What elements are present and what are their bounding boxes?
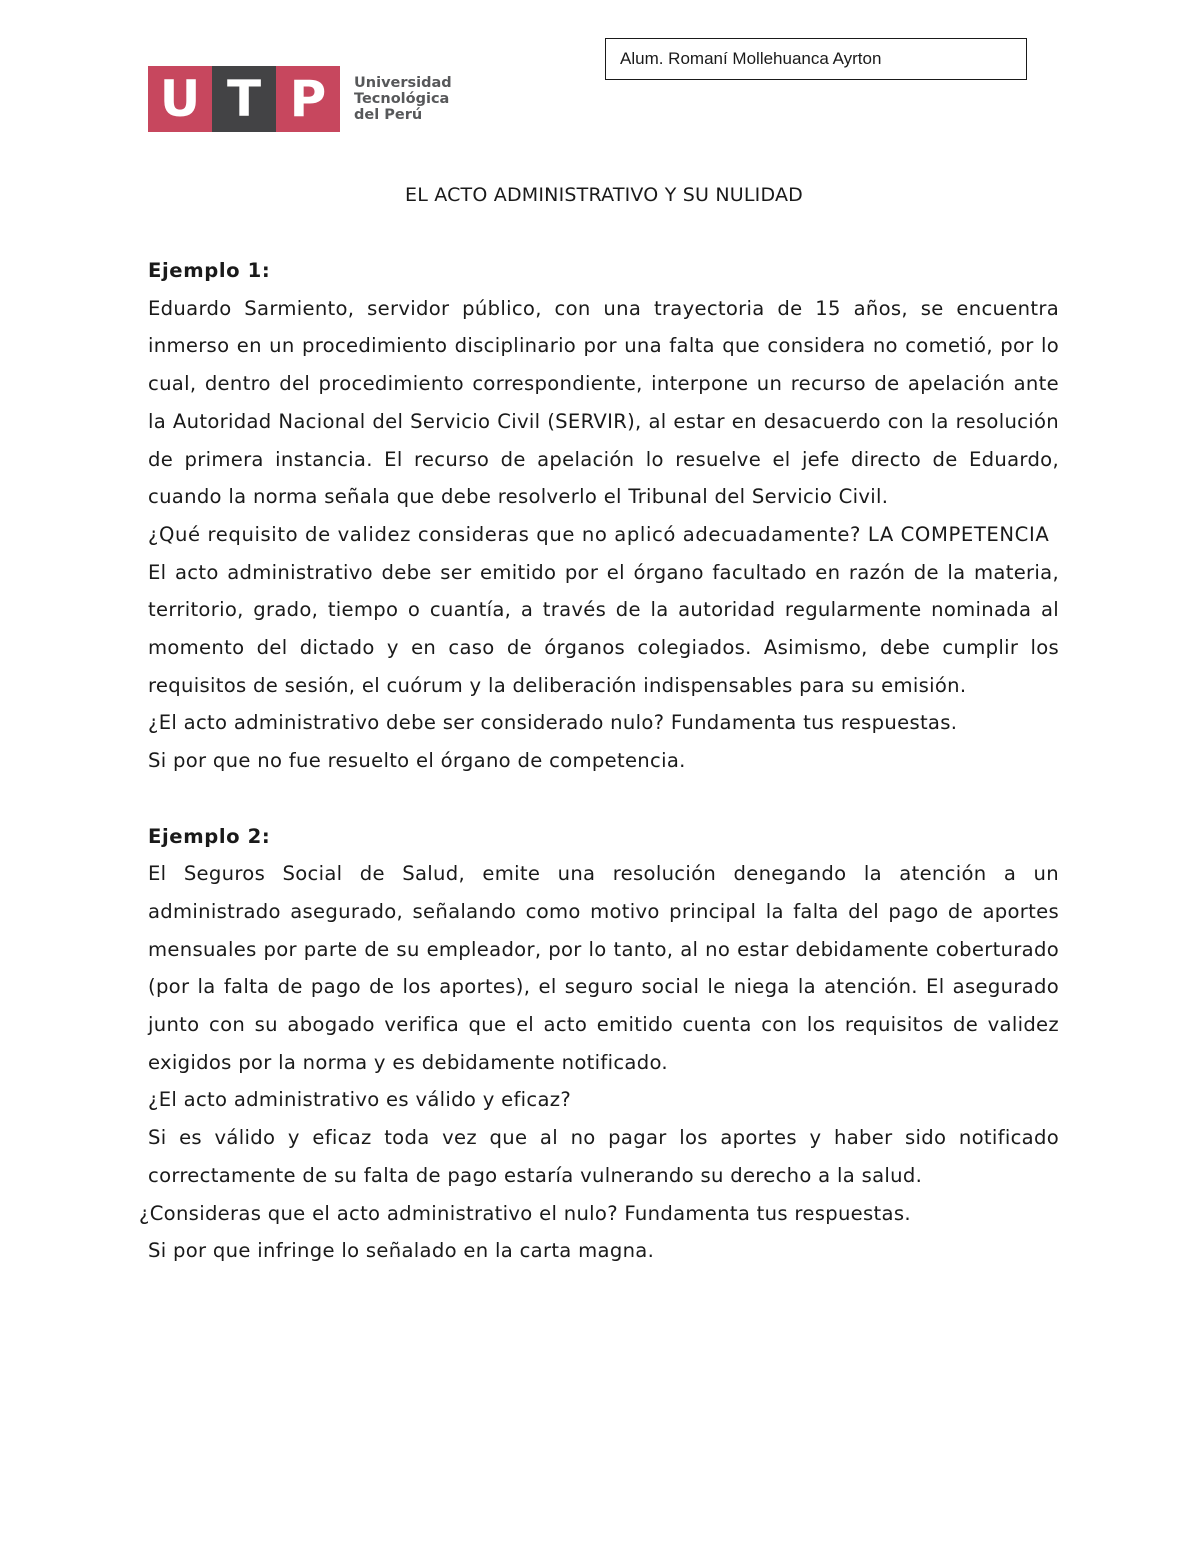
utp-logo	[148, 66, 452, 132]
example-2-heading: Ejemplo 2:	[148, 824, 271, 848]
example-1-case: Eduardo Sarmiento, servidor público, con una trayectoria de 15 años, se encuentra inmerso en un procedimiento disciplinario por una falta que considera no cometió, por lo cual, dentro del procedimiento correspondiente, interpone un recurso de apelación ante la Autoridad Nacional del Servicio Civil (SERVIR), al estar en desacuerdo con la resolución de primera instancia. El recurso de apelación lo resuelve el jefe directo de Eduardo, cuando la norma señala que debe resolverlo el Tribunal del Servicio Civil.	[148, 296, 1059, 509]
logo-letter-p: P	[276, 66, 340, 132]
example-2-question-2: ¿Consideras que el acto administrativo el nulo? Fundamenta tus respuestas.	[139, 1201, 911, 1225]
example-1-heading: Ejemplo 1:	[148, 259, 271, 282]
example-2-answer-1: Si es válido y eficaz toda vez que al no pagar los aportes y haber sido notificado correctamente de su falta de pago estaría vulnerando su derecho a la salud.	[148, 1126, 1059, 1187]
example-1-question-2: ¿El acto administrativo debe ser considerado nulo? Fundamenta tus respuestas.	[148, 711, 958, 735]
example-1-answer-1: El acto administrativo debe ser emitido por el órgano facultado en razón de la materia, territorio, grado, tiempo o cuantía, a través de la autoridad regularmente nominada al momento del dictado y en caso de órganos colegiados. Asimismo, debe cumplir los requisitos de sesión, el cuórum y la deliberación indispensables para su emisión.	[148, 560, 1059, 697]
student-name: Alum. Romaní Mollehuanca Ayrton	[620, 49, 882, 68]
example-1-question-1: ¿Qué requisito de validez consideras que no aplicó adecuadamente? LA COMPETENCIA	[148, 522, 1050, 546]
logo-line-3: del Perú	[354, 107, 423, 123]
document-body	[139, 252, 1059, 1270]
logo-letter-t: T	[212, 66, 276, 132]
example-2-case: El Seguros Social de Salud, emite una resolución denegando la atención a un administrado asegurado, señalando como motivo principal la falta del pago de aportes mensuales por parte de su empleador, por lo tanto, al no estar debidamente coberturado (por la falta de pago de los aportes), el seguro social le niega la atención. El asegurado junto con su abogado verifica que el acto emitido cuenta con los requisitos de validez exigidos por la norma y es debidamente notificado.	[148, 862, 1059, 1074]
logo-line-1: Universidad	[354, 75, 452, 91]
example-2-answer-2: Si por que infringe lo señalado en la carta magna.	[148, 1239, 655, 1263]
logo-letter-u: U	[148, 66, 212, 132]
logo-wordmark	[354, 66, 452, 132]
example-2-question-1: ¿El acto administrativo es válido y eficaz?	[148, 1088, 572, 1112]
student-name-box	[605, 38, 1027, 80]
document-title: EL ACTO ADMINISTRATIVO Y SU NULIDAD	[405, 184, 803, 206]
example-1-answer-2: Si por que no fue resuelto el órgano de competencia.	[148, 749, 686, 773]
section-spacer	[148, 780, 1059, 818]
logo-line-2: Tecnológica	[354, 91, 450, 107]
